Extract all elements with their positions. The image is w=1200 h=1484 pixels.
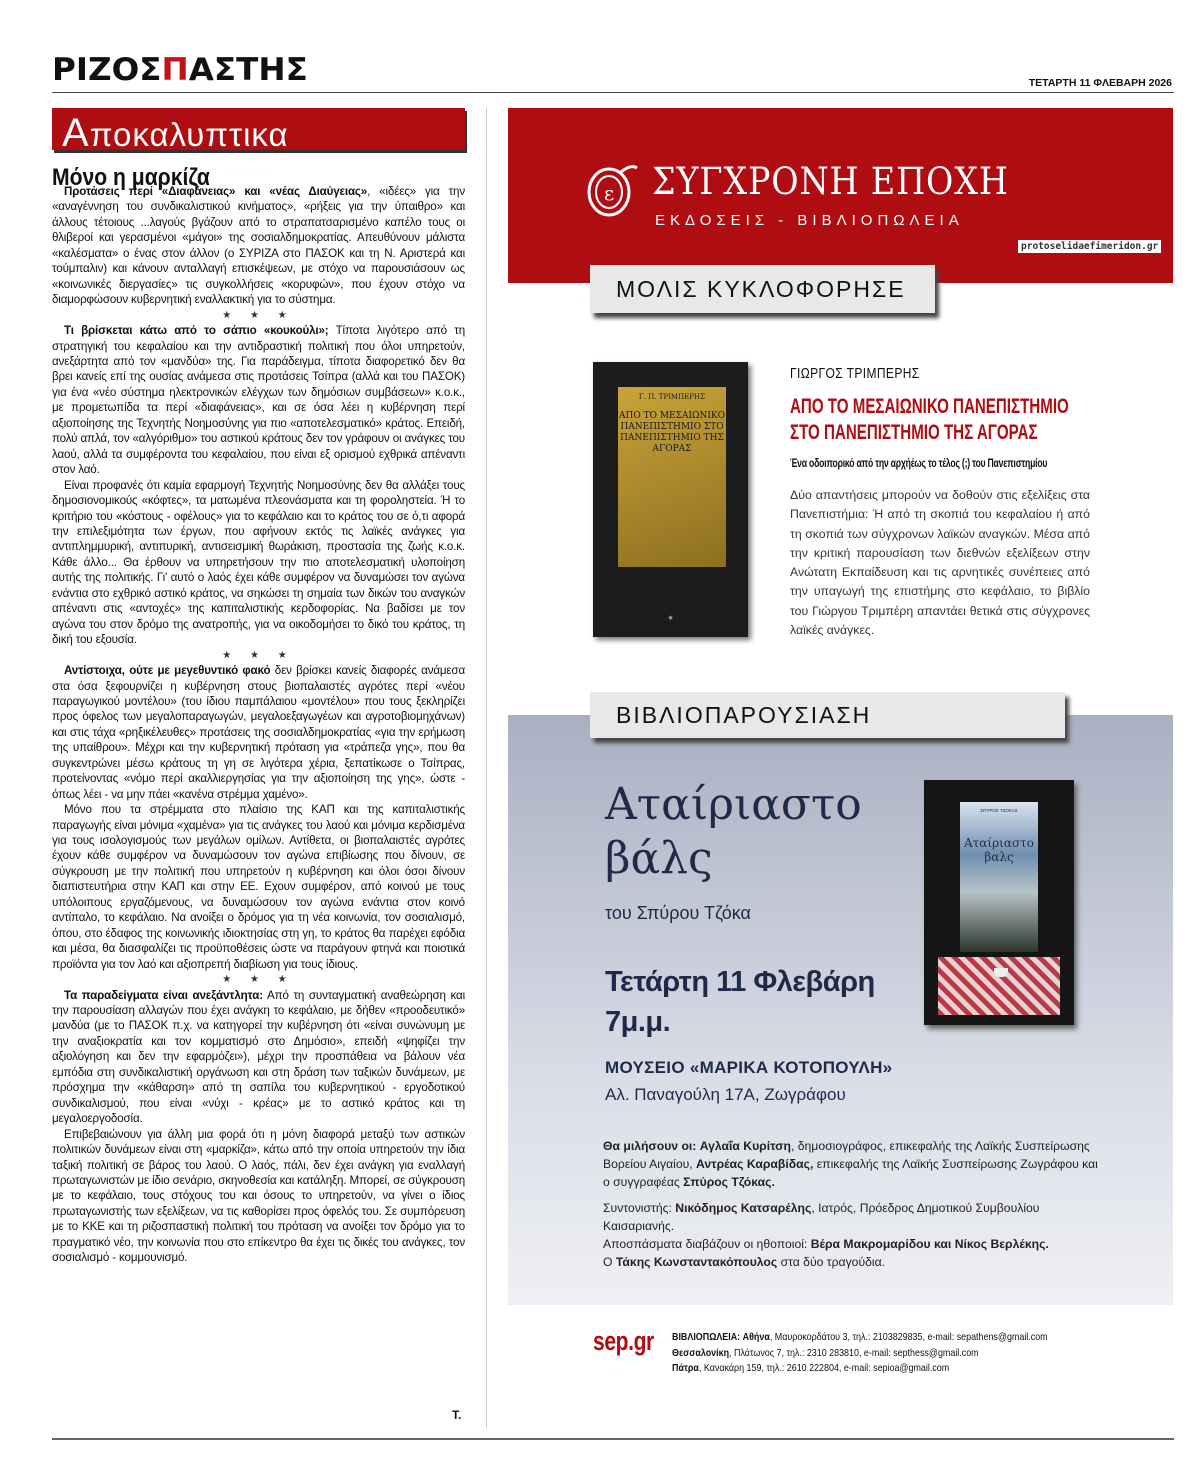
label: Θα μιλήσουν οι: [603,1139,697,1153]
text: επικεφαλής της Λαϊκής Συσπείρωσης Ζωγράφου και ο συγγραφέας [603,1157,1098,1189]
watermark: protoselidaefimeridon.gr [1018,240,1161,253]
city: Πάτρα [672,1362,699,1374]
event-time: 7μ.μ. [605,1006,671,1038]
bookstore-contacts [672,1330,1048,1377]
book-cover [593,362,748,637]
paragraph-text: Είναι προφανές ότι καμία εφαρμογή Τεχνητής Νοημοσύνης δεν θα αλλάξει τους δημοσιονομικούς «κόφτες», τα ματωμένα πλεονάσματα και τη φοροληστεία. Ή το κριτήριο του «κόστους - οφέλους» για το κεφάλαιο και το κράτος του σε ό,τι αφορά την επιλεξιμότητα των έργων, που αφήνουν εκτός τις λαϊκές ανάγκες για αντιπλημμυρική, αντιπυρική, αντισεισμική θωράκιση, προστασία της ζωής κ.ο.κ. Κάθε άλλο... Θα έρθουν να υπηρετήσουν την πιο αποτελεσματική υλοποίηση αυτής της πολιτικής. Γι' αυτό ο λαός έχει κάθε συμφέρον να δυναμώσει τον αγώνα ενάντια στο εχθρικό αστικό κράτος, να σηκώσει τη σημαία των δικών του αναγκών απέναντι στις «αντοχές» της καπιταλιστικής κερδοφορίας. Να βαδίσει με τον αγώνα του στον δρόμο της ανατροπής, για να οικοδομήσει το δικό του κράτος, τη δική του εξουσία. [52,478,465,647]
event-details [603,1137,1103,1271]
article-paragraph [52,1127,465,1266]
book-subtitle: Ένα οδοιπορικό από την αρχήέως το τέλος (;) του Πανεπιστημίου [790,456,1048,470]
city: Αθήνα [742,1331,770,1343]
bookstore-thessaloniki [672,1346,1048,1362]
book-title-line: ΑΠΟ ΤΟ ΜΕΣΑΙΩΝΙΚΟ ΠΑΝΕΠΙΣΤΗΜΙΟ [790,395,1069,418]
cover-title-line: Αταίριαστο [963,836,1035,850]
bookstore-athens [672,1330,1048,1346]
cover-title-line: βαλς [984,850,1014,864]
paragraph-lead: Αντίστοιχα, ούτε με μεγεθυντικό φακό [64,664,271,678]
publisher-logo-icon [583,162,639,218]
speaker-name: Αγλαΐα Κυρίτση [699,1139,791,1153]
book-title [790,394,1193,446]
city: Θεσσαλονίκη [672,1346,730,1359]
event-datetime [605,962,875,1042]
logo-text: ΑΣΤΗΣ [188,52,308,88]
event-address: Αλ. Παναγούλη 17Α, Ζωγράφου [605,1085,846,1104]
event-date: Τετάρτη 11 Φλεβάρη [605,966,875,998]
address: , Μαυροκορδάτου 3, τηλ.: 2103829835, e-mail: sepathens@gmail.com [769,1331,1048,1343]
text: , Ιατρός, Πρόεδρος Δημοτικού Συμβουλίου Καισαριανής. [603,1201,1040,1233]
paragraph-text: Τίποτα λιγότερο από τη στρατηγική του κεφαλαίου και την αντιδραστική πολιτική που όλοι υπηρετούν, ανεξάρτητα από τον «μανδύα» της. Για παράδειγμα, τίποτα διαφορετικό δεν θα βρει κανείς επί της ουσίας ανάμεσα στις προτάσεις Τσίπρα (αλλά και του ΠΑΣΟΚ) για ένα «νέο σύστημα ηλεκτρονικών ελέγχων των δημόσιων συμβάσεων» κ.ο.κ., με προμετωπίδα τα περί «διαφάνειας», και σε όσα λέει η κυβέρνηση περί αξιοποίησης της Τεχνητής Νοημοσύνης για πιο «αποτελεσματικό» κράτος. Επειδή, πολύ απλά, τον «αλγόριθμο» του αστικού κράτους δεν τον γράφουν οι ανάγκες του λαού, αλλά τα συμφέροντα του κεφαλαίου, που είναι εξ ορισμού εχθρικά απέναντι στον λαό. [52,324,466,477]
article-signature: Τ. [452,1408,462,1422]
section-separator: ★ ★ ★ [222,649,295,661]
paragraph-lead: Προτάσεις περί «Διαφάνειας» και «νέας Διαύγειας» [64,185,368,198]
text: , δημοσιογράφος, επικεφαλής της Λαϊκής Συσπείρωσης Βορείου Αιγαίου, [603,1139,1090,1171]
label: ΒΙΒΛΙΟΠΩΛΕΙΑ: [672,1331,741,1343]
coordinator-name: Νικόδημος Κατσαρέλης [675,1201,812,1215]
book-author: ΓΙΩΡΓΟΣ ΤΡΙΜΠΕΡΗΣ [790,365,920,382]
publisher-subtitle: ΕΚΔΟΣΕΙΣ - ΒΙΒΛΙΟΠΩΛΕΙΑ [655,212,964,229]
singer-name: Τάκης Κωνσταντακόπουλος [615,1255,778,1269]
address: , Κανακάρη 159, τηλ.: 2610 222804, e-mail: sepioa@gmail.com [698,1362,950,1374]
article-paragraph [52,663,465,802]
paragraph-text: Από τη συνταγματική αναθεώρηση και την παρουσίαση αλλαγών που έχει ανάγκη το κεφάλαιο, με δήθεν «προοδευτικό» μανδύα (με το ΠΑΣΟΚ π.χ. να κατηγορεί την κυβέρνηση ότι «είναι συνώνυμη με την αναξιοκρατία και τον κομματισμό στο Δημόσιο», επειδή «ψηφίζει την αξιολόγηση και δεν την εφαρμόζει»), μέχρι την προσπάθεια να βάλουν νέα εμπόδια στη συνδικαλιστική οργάνωση και στη δράση των ταξικών δυνάμεων, με πρόσχημα την «κάθαρση» από τη σαπίλα του κυβερνητικού - εργοδοτικού συνδικαλισμού, που είναι «νύχι - κρέας» με το αστικό κράτος και τη μεγαλοεργοδοσία. [52,988,466,1126]
text: στα δύο τραγούδια. [777,1255,886,1269]
speakers [603,1137,1103,1191]
sep-logo: sep.gr [593,1326,654,1356]
title-line: Αταίριαστο [605,779,862,830]
header-divider [52,92,1174,93]
article-paragraph [52,323,465,478]
label: Συντονιστής: [603,1201,676,1215]
speaker-name: Σπύρος Τζόκας. [683,1175,775,1189]
tablecloth-illustration [938,957,1060,1015]
event-book-author: του Σπύρου Τζόκα [605,903,751,923]
paragraph-text: , «ιδέες» για την «αναγέννηση του συνδικαλιστικού κινήματος», «ρήξεις για την ύπαιθρο» και άλλους τέτοιους ...λαγούς βγάζουν από το στραπατσαρισμένο καπέλο τους οι θλιβεροί και γερασμένοι «μάγοι» της σοσιαλδημοκρατίας. Απευθύνουν μάλιστα «καλέσματα» ο ένας στον άλλον (ο ΣΥΡΙΖΑ στο ΠΑΣΟΚ και τη Ν. Αριστερά και τούμπαλιν) και κάνουν ανταλλαγή επισκέψεων, με στόχο να παρουσιάσουν ως «κοινωνικές διεργασίες» τις συγκολλήσεις «κορυφών», που έχουν στόχο να διαμορφώσουν κυβερνητική εναλλακτική για το σύστημα. [52,185,465,307]
singer [603,1253,1103,1271]
coffee-cup-icon [994,968,1008,977]
coordinator [603,1199,1103,1235]
section-banner [52,108,465,155]
event-book-title [605,778,862,886]
article-paragraph [52,802,465,972]
address: , Πλάτωνος 7, τηλ.: 2310 283810, e-mail: septhess@gmail.com [729,1346,979,1359]
title-line: βάλς [605,833,713,884]
paragraph-text: Μόνο που τα στρέμματα στο πλαίσιο της ΚΑΠ και της καπιταλιστικής παραγωγής είναι μόνιμα «χαμένα» για τις ανάγκες του λαού και μόνιμα κερδισμένα για τους ισολογισμούς των μεγάλων ομίλων. Αντίθετα, οι βιοπαλαιστές αγρότες έχουν κάθε συμφέρον να δυναμώσουν τον αγώνα επιβίωσης που δίνουν, σε σύγκρουση με την πολιτική που υπηρετούν η κυβέρνηση και όλοι όσοι δίνουν διαπιστευτήρια στην ΚΑΠ και στην ΕΕ. Εχουν συμφέρον, από κοινού με τους υπόλοιπους εργαζόμενους, να δυναμώσουν τον αγώνα ενάντια στον κοινό αντίπαλο, το κεφάλαιο. Να ανοίξει ο δρόμος για τη νέα κοινωνία, τον σοσιαλισμό, όπου, στο έδαφος της κοινωνικής ιδιοκτησίας στη γη, το κράτος θα παρέχει εφόδια και μέσα, θα διασφαλίζει τις προϋποθέσεις ώστε να παράγουν φτηνά και ποιοτικά προϊόντα για τον λαό και αξιοπρεπή διαβίωση για τους ίδιους. [52,803,465,971]
publisher-name: ΣΥΓΧΡΟΝΗ ΕΠΟΧΗ [652,160,1009,203]
section-separator: ★ ★ ★ [222,309,295,321]
label: Αποσπάσματα διαβάζουν οι ηθοποιοί: [603,1237,811,1251]
window-illustration [960,802,1038,952]
article-paragraph [52,988,465,1127]
book-presentation-label: ΒΙΒΛΙΟΠΑΡΟΥΣΙΑΣΗ [590,692,1065,738]
bookstore-patra [672,1361,1048,1377]
text: Ο [603,1255,616,1269]
paragraph-lead: Τα παραδείγματα είναι ανεξάντλητα: [64,988,263,1002]
issue-date: ΤΕΤΑΡΤΗ 11 ΦΛΕΒΑΡΗ 2026 [1028,77,1172,89]
cover-author: ΣΠΥΡΟΣ ΤΖΟΚΑΣ [980,808,1018,813]
article-body [52,184,465,1266]
svg-text:ε: ε [603,181,615,205]
event-venue: ΜΟΥΣΕΙΟ «ΜΑΡΙΚΑ ΚΟΤΟΠΟΥΛΗ» [605,1058,893,1077]
hammer-sickle-icon: Π [161,52,189,88]
cover-title [960,836,1038,864]
footer-divider [52,1438,1174,1440]
readers [603,1235,1103,1253]
logo-text: ΡΙΖΟΣ [52,52,162,88]
article-paragraph [52,184,465,308]
article-paragraph [52,478,465,648]
article-headline: Μόνο η μαρκίζα [52,164,210,191]
paragraph-text: δεν βρίσκει κανείς διαφορές ανάμεσα στα όσα ξεφουρνίζει η κυβέρνηση στους βιοπαλαιστές αγρότες περί «νέου παραγωγικού μοντέλου» (του ίδιου παμπάλαιου «μοντέλου» που τους ξεκληρίζει προς όφελος των μεγαλοπαραγωγών, μεγαλοεξαγωγέων και αγροτοβιομηχάνων) και στις τάχα «ρηξικέλευθες» προτάσεις της σοσιαλδημοκρατίας «για την ερήμωση της υπαίθρου». Μέχρι και την κυβερνητική πρόταση για «τράπεζα γης», που θα συγκεντρώνει μέσω κράτους τη γη σε λιγότερα χέρια, ξεπατίκωσε ο Τσίπρας, προτείνοντας «νόμο περί ακαλλιεργησίας για την αξιοποίηση της γης», ώστε - όπως λέει - να μην πάει «κανένα στρέμμα χαμένο». [52,664,465,801]
section-title: Αποκαλυπτικα [62,111,289,155]
speaker-name: Αντρέας Καραβίδας, [696,1157,814,1171]
paragraph-lead: Τι βρίσκεται κάτω από το σάπιο «κουκούλι»; [64,324,329,338]
event-book-cover [924,780,1074,1025]
cover-author: Γ. Π. ΤΡΙΜΠΕΡΗΣ [638,393,706,401]
book-title-line: ΣΤΟ ΠΑΝΕΠΙΣΤΗΜΙΟ ΤΗΣ ΑΓΟΡΑΣ [790,421,1038,444]
newspaper-logo [52,52,308,88]
book-description: Δύο απαντήσεις μπορούν να δοθούν στις εξελίξεις στα Πανεπιστήμια: Ή από τη σκοπιά του κεφαλαίου ή από τη σκοπιά των σύγχρονων λαϊκών αναγκών. Μέσα από την κριτική παρουσίαση των διεθνών εξελίξεων στην Ανώτατη Εκπαίδευση και τις αρνητικές συνέπειες από την υπαγωγή της επιστήμης στο κεφάλαιο, το βιβλίο του Γιώργου Τριμπέρη απαντάει θετικά στις σύγχρονες λαϊκές ανάγκες. [790,488,1090,638]
publisher-mark-icon: ◉ [668,615,673,621]
section-separator: ★ ★ ★ [222,974,295,986]
actor-names: Βέρα Μακρομαρίδου και Νίκος Βερλέκης. [810,1237,1049,1251]
cover-title: ΑΠΟ ΤΟ ΜΕΣΑΙΩΝΙΚΟ ΠΑΝΕΠΙΣΤΗΜΙΟ ΣΤΟ ΠΑΝΕΠΙΣΤΗΜΙΟ ΤΗΣ ΑΓΟΡΑΣ [618,411,726,454]
new-release-label: ΜΟΛΙΣ ΚΥΚΛΟΦΟΡΗΣΕ [590,265,935,313]
paragraph-text: Επιβεβαιώνουν για άλλη μια φορά ότι η μόνη διαφορά μεταξύ των αστικών πολιτικών δυνάμεων είναι στη «μαρκίζα», κάτω από την οποία υπηρετούν την ίδια ταξική πολιτική σε βάρος του λαού. Ο λαός, πάλι, δεν έχει ανάγκη για εναλλαγή πρωταγωνιστών με ίδιο σενάριο, σκηνοθεσία και κατάληξη. Μπορεί, σε σύγκρουση με το κεφάλαιο, τους στόχους του και όσους το υπηρετούν, να γίνει ο ίδιος πρωταγωνιστής των εξελίξεων, να τις καθορίσει προς όφελός του. Σε συμπόρευση με το ΚΚΕ και τη ριζοσπαστική πολιτική του πρόταση να ανοίξει τον δρόμο για το πραγματικό νέο, την κοινωνία που στο επίκεντρο θα έχει τις δικές του ανάγκες, τον σοσιαλισμό - κομμουνισμό. [52,1127,465,1265]
column-divider [486,108,487,1428]
